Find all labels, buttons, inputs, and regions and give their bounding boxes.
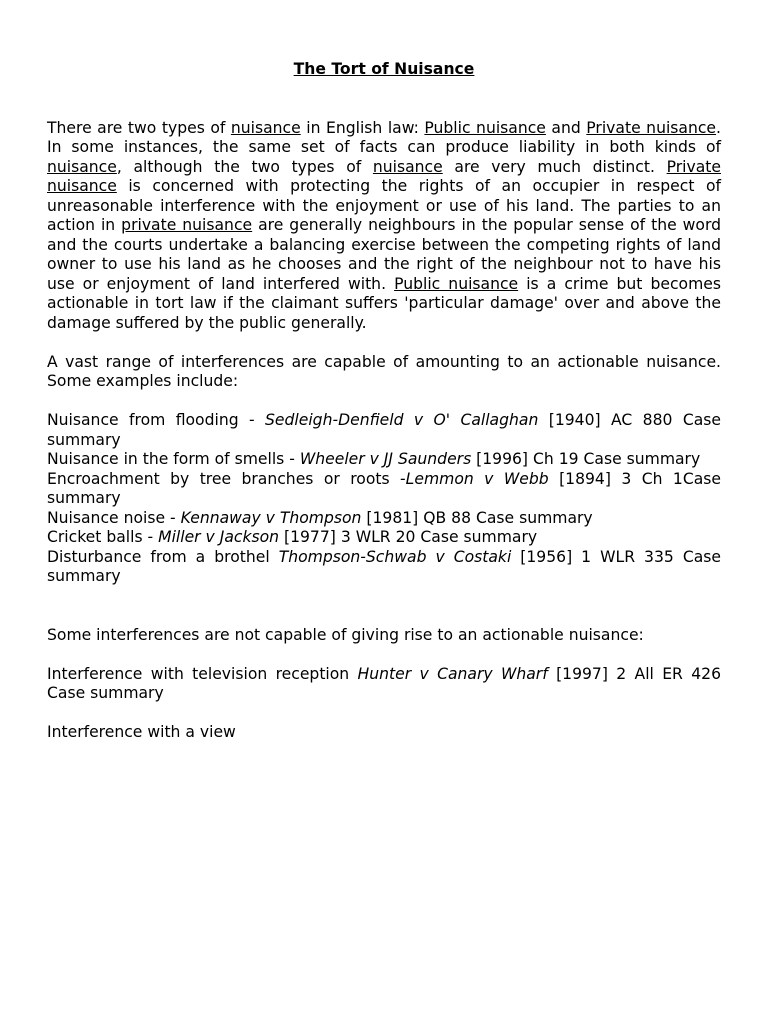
- intro-paragraph: [47, 119, 721, 334]
- intro-text: are very much distinct.: [442, 157, 667, 176]
- case-name: Lemmon v Webb: [405, 469, 549, 488]
- document-title: The Tort of Nuisance: [293, 60, 475, 78]
- intro-text: . In some instances, the same set of facts can produce liability in both kinds of: [47, 118, 721, 156]
- intro-text: in English law:: [300, 118, 425, 137]
- intro-text: is a crime but becomes actionable in tort law if the claimant suffers 'particular damage' over and above the damage suffered by the public generally.: [47, 274, 721, 332]
- case-name: Wheeler v JJ Saunders: [299, 450, 472, 468]
- link-private-nuisance[interactable]: Private nuisance: [586, 118, 717, 137]
- intro-text: is concerned with protecting the rights of an occupier in respect of unreasonable interference with the enjoyment or use of his land. The parties to an action in: [47, 177, 721, 234]
- link-private-nuisance[interactable]: private nuisance: [121, 216, 253, 234]
- list-item: Nuisance in the form of smells - Wheeler v JJ Saunders [1996] Ch 19 Case summary: [47, 450, 701, 468]
- link-public-nuisance[interactable]: Public nuisance: [424, 118, 546, 137]
- link-nuisance[interactable]: nuisance: [230, 118, 301, 137]
- case-name: Sedleigh-Denfield v O' Callaghan: [265, 411, 539, 429]
- intro-text: are generally neighbours in the popular sense of the word and the courts undertake a balancing exercise between the competing rights of land owner to use his land as he chooses and the right of the neighbour not to have his use or enjoyment of land interfered with.: [47, 216, 721, 293]
- list-item: Encroachment by tree branches or roots -Lemmon v Webb [1894] 3 Ch 1Case summary: [47, 469, 721, 507]
- list-item: Interference with a view: [47, 723, 236, 741]
- intro-text: , although the two types of: [116, 157, 373, 176]
- document-page: [47, 60, 721, 743]
- list-item: Nuisance noise - Kennaway v Thompson [1981] QB 88 Case summary: [47, 508, 593, 527]
- list-item: Nuisance from flooding - Sedleigh-Denfield v O' Callaghan [1940] AC 880 Case summary: [47, 411, 721, 449]
- range-intro-paragraph: A vast range of interferences are capable of amounting to an actionable nuisance. Some examples include:: [47, 352, 721, 390]
- intro-text: and: [545, 118, 587, 137]
- list-item: Interference with television reception Hunter v Canary Wharf [1997] 2 All ER 426 Case summary: [47, 664, 722, 702]
- list-item: Cricket balls - Miller v Jackson [1977] 3 WLR 20 Case summary: [47, 528, 538, 546]
- case-name: Miller v Jackson: [158, 528, 280, 546]
- not-capable-paragraph: Some interferences are not capable of giving rise to an actionable nuisance:: [47, 625, 644, 644]
- list-item: Disturbance from a brothel Thompson-Schwab v Costaki [1956] 1 WLR 335 Case summary: [47, 547, 721, 585]
- link-private-nuisance[interactable]: Private nuisance: [47, 157, 721, 195]
- case-name: Thompson-Schwab v Costaki: [278, 547, 512, 566]
- link-nuisance[interactable]: nuisance: [372, 157, 443, 176]
- intro-text: There are two types of: [47, 118, 231, 137]
- case-name: Hunter v Canary Wharf: [357, 664, 548, 683]
- link-public-nuisance[interactable]: Public nuisance: [394, 274, 519, 293]
- examples-list: [47, 411, 721, 587]
- link-nuisance[interactable]: nuisance: [47, 157, 117, 176]
- case-name: Kennaway v Thompson: [180, 508, 362, 527]
